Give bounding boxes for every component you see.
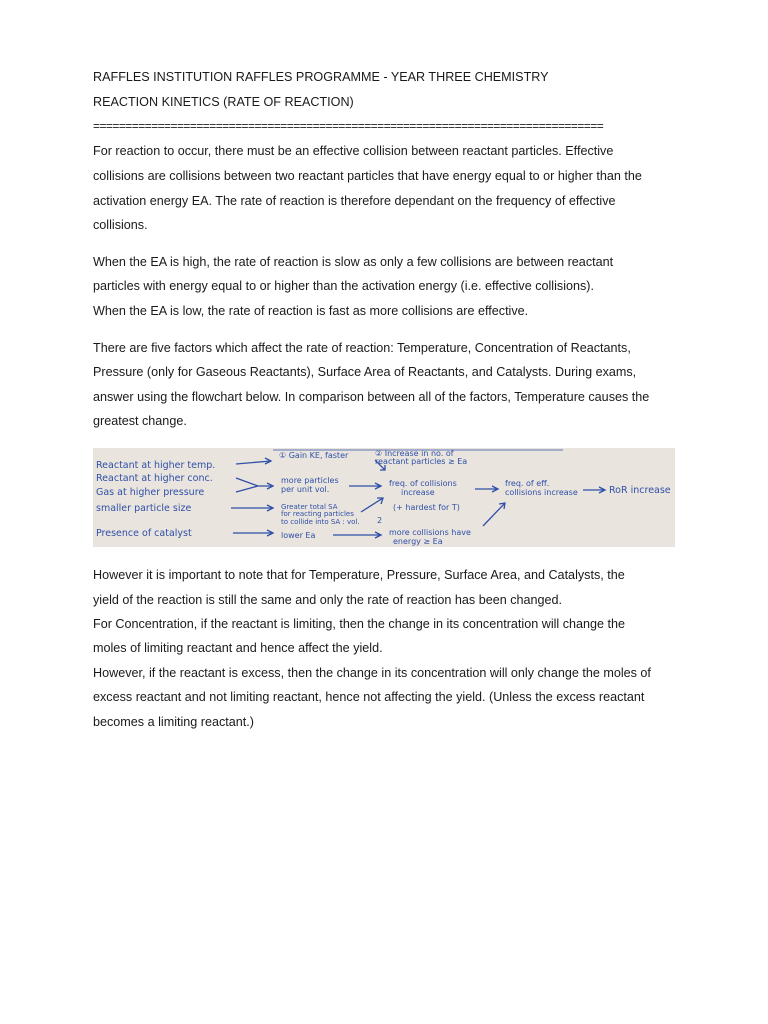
handwritten-flowchart xyxy=(93,448,675,547)
factor-concentration: Reactant at higher conc. xyxy=(96,473,213,484)
para1-line-2: collisions are collisions between two reactant particles that have energy equal to or higher than the xyxy=(93,169,642,183)
factor-surface-area: smaller particle size xyxy=(96,503,192,514)
para1-line-3: activation energy EA. The rate of reaction is therefore dependant on the frequency of effective xyxy=(93,194,616,208)
para1-line-4: collisions. xyxy=(93,218,148,232)
step3-line-1: freq. of eff. xyxy=(505,479,550,488)
para4-line-7: becomes a limiting reactant.) xyxy=(93,715,254,729)
flowchart-svg xyxy=(93,448,675,547)
step2-increase-1: ② Increase in no. of xyxy=(375,449,454,458)
step2-freq-2: increase xyxy=(401,488,435,497)
step2-effective-1: more collisions have xyxy=(389,528,471,537)
step2-effective-2: energy ≥ Ea xyxy=(393,537,443,546)
mark-two: 2 xyxy=(377,516,383,525)
step2-increase-2: reactant particles ≥ Ea xyxy=(375,457,468,466)
para2-line-1: When the EA is high, the rate of reaction is slow as only a few collisions are between reactant xyxy=(93,255,614,269)
para4-line-5: However, if the reactant is excess, then the change in its concentration will only change the moles of xyxy=(93,666,651,680)
para3-line-1: There are five factors which affect the rate of reaction: Temperature, Concentration of Reactants, xyxy=(93,341,631,355)
para4-line-4: moles of limiting reactant and hence affect the yield. xyxy=(93,641,383,655)
step2-hardest: (+ hardest for T) xyxy=(393,503,460,512)
step1-greater-sa-3: to collide into SA : vol. xyxy=(281,518,360,526)
result-ror-increase: RoR increase xyxy=(609,485,671,496)
para2-line-3: When the EA is low, the rate of reaction is fast as more collisions are effective. xyxy=(93,304,529,318)
para4-line-3: For Concentration, if the reactant is limiting, then the change in its concentration will change the xyxy=(93,617,626,631)
step1-more-particles-2: per unit vol. xyxy=(281,485,330,494)
header-line-1: RAFFLES INSTITUTION RAFFLES PROGRAMME - YEAR THREE CHEMISTRY xyxy=(93,70,549,84)
factor-temperature: Reactant at higher temp. xyxy=(96,460,216,471)
factor-pressure: Gas at higher pressure xyxy=(96,487,205,498)
step1-lower-ea: lower Ea xyxy=(281,531,316,540)
step1-gain-ke: ① Gain KE, faster xyxy=(279,451,349,460)
step1-greater-sa-2: for reacting particles xyxy=(281,510,354,518)
step1-more-particles-1: more particles xyxy=(281,476,339,485)
para3-line-2: Pressure (only for Gaseous Reactants), Surface Area of Reactants, and Catalysts. During exams, xyxy=(93,365,637,379)
step3-line-2: collisions increase xyxy=(505,488,578,497)
step2-freq-1: freq. of collisions xyxy=(389,479,457,488)
para3-line-4: greatest change. xyxy=(93,414,187,428)
para2-line-2: particles with energy equal to or higher than the activation energy (i.e. effective collisions). xyxy=(93,279,594,293)
para4-line-6: excess reactant and not limiting reactant, hence not affecting the yield. (Unless the excess reactant xyxy=(93,690,645,704)
header-line-2: REACTION KINETICS (RATE OF REACTION) xyxy=(93,95,354,109)
para4-line-1: However it is important to note that for Temperature, Pressure, Surface Area, and Catalysts, the xyxy=(93,568,625,582)
para3-line-3: answer using the flowchart below. In comparison between all of the factors, Temperature causes the xyxy=(93,390,650,404)
header-divider: =============================================================================== xyxy=(93,119,604,133)
factor-catalyst: Presence of catalyst xyxy=(96,528,192,539)
para4-line-2: yield of the reaction is still the same and only the rate of reaction has been changed. xyxy=(93,593,563,607)
step1-greater-sa-1: Greater total SA xyxy=(281,503,338,511)
para1-line-1: For reaction to occur, there must be an effective collision between reactant particles. Effective xyxy=(93,144,614,158)
